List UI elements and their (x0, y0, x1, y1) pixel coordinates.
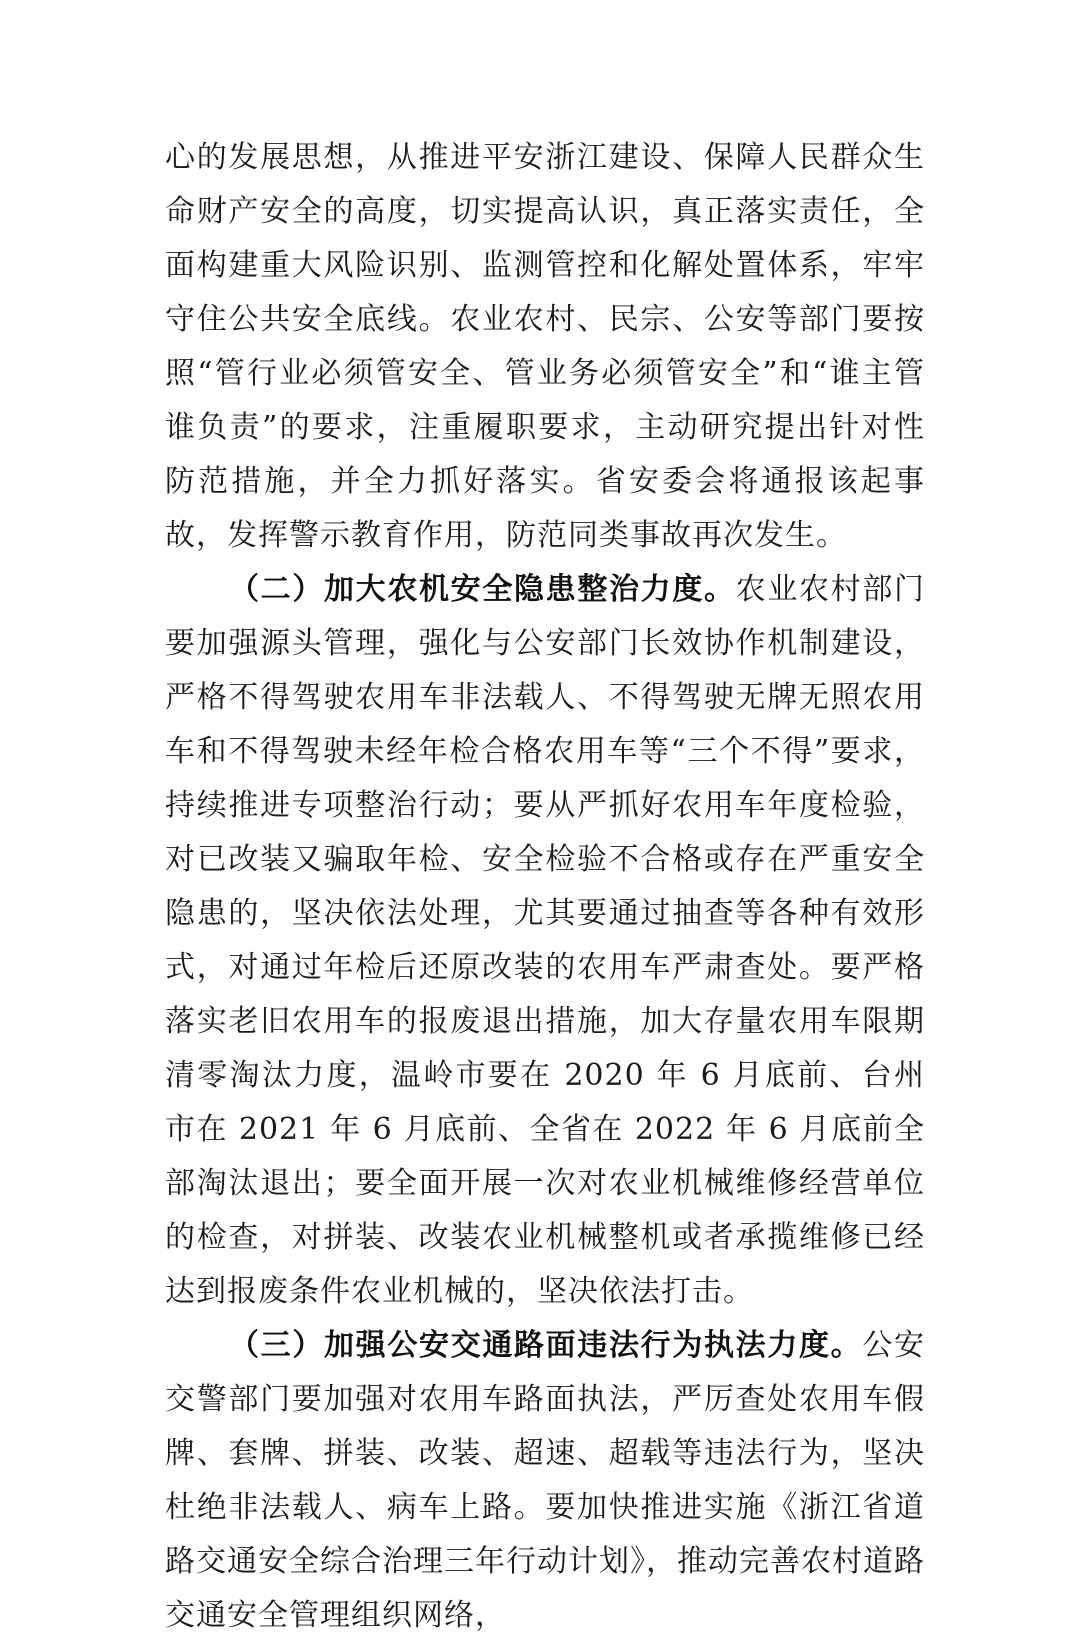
paragraph-section-2 (165, 563, 925, 1319)
document-body (165, 131, 925, 1643)
paragraph-text: 公安交警部门要加强对农用车路面执法，严厉查处农用车假牌、套牌、拼装、改装、超速、超载等违法行为，坚决杜绝非法载人、病车上路。要加快推进实施《浙江省道路交通安全综合治理三年行动计划》，推动完善农村道路交通安全管理组织网络， (165, 1328, 926, 1633)
paragraph-section-3 (165, 1319, 925, 1643)
paragraph-text: 农业农村部门要加强源头管理，强化与公安部门长效协作机制建设，严格不得驾驶农用车非法载人、不得驾驶无牌无照农用车和不得驾驶未经年检合格农用车等“三个不得”要求，持续推进专项整治行动；要从严抓好农用车年度检验，对已改装又骗取年检、安全检验不合格或存在严重安全隐患的，坚决依法处理，尤其要通过抽查等各种有效形式，对通过年检后还原改装的农用车严肃查处。要严格落实老旧农用车的报废退出措施，加大存量农用车限期清零淘汰力度，温岭市要在 2020 年 6 月底前、台州市在 2021 年 6 月底前、全省在 2022 年 6 月底前全部淘汰退出；要全面开展一次对农业机械维修经营单位的检查，对拼装、改装农业机械整机或者承揽维修已经达到报废条件农业机械的，坚决依法打击。 (165, 572, 926, 1309)
paragraph-text: 心的发展思想，从推进平安浙江建设、保障人民群众生命财产安全的高度，切实提高认识，真正落实责任，全面构建重大风险识别、监测管控和化解处置体系，牢牢守住公共安全底线。农业农村、民宗、公安等部门要按照“管行业必须管安全、管业务必须管安全”和“谁主管谁负责”的要求，注重履职要求，主动研究提出针对性防范措施，并全力抓好落实。省安委会将通报该起事故，发挥警示教育作用，防范同类事故再次发生。 (165, 140, 925, 553)
section-heading: （三）加强公安交通路面违法行为执法力度。 (229, 1328, 863, 1363)
paragraph-continuation (165, 131, 925, 563)
section-heading: （二）加大农机安全隐患整治力度。 (229, 572, 736, 607)
